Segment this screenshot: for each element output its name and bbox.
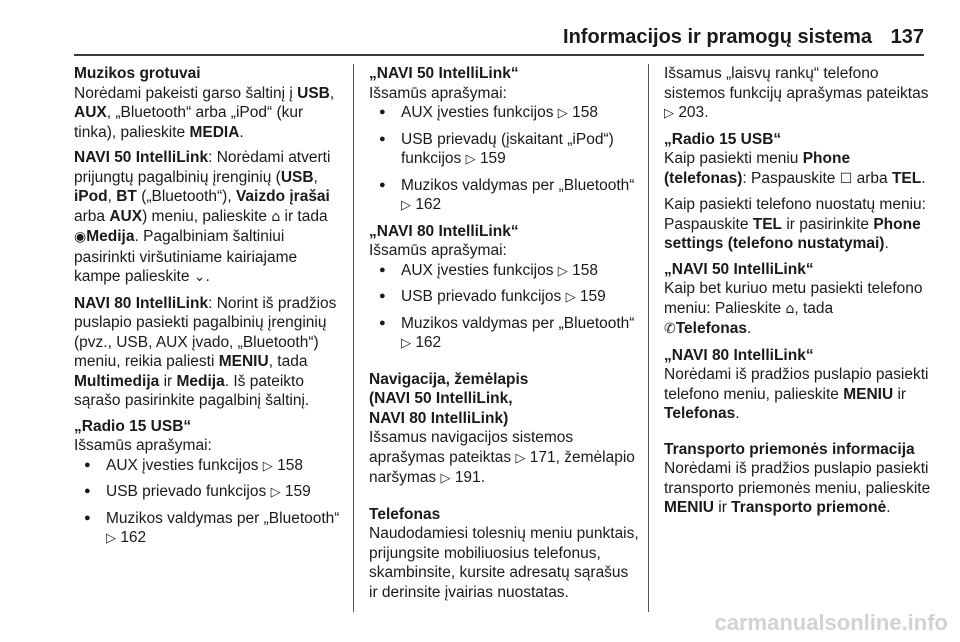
column-3 (664, 64, 934, 524)
page-reference-arrow-icon: ▷ (664, 106, 674, 121)
page-reference-arrow-icon: ▷ (401, 336, 411, 351)
list-item: ● USB prievado funkcijos ▷ 159 (74, 482, 346, 503)
reference-list (369, 261, 641, 354)
radio15-section: „Radio 15 USB“ Išsamūs aprašymai: ● AUX įvesties funkcijos ▷ 158 ● USB prievado funkcijos ▷ 159 ● Muzikos valdymas per „Bluetooth“ ▷ 162 (74, 417, 346, 549)
page-reference-arrow-icon: ▷ (106, 531, 116, 546)
section-heading: Muzikos grotuvai (74, 65, 201, 82)
page-reference-arrow-icon: ▷ (440, 471, 451, 486)
page-number: 137 (890, 26, 924, 48)
handsfree-paragraph: Išsamus „laisvų rankų“ telefono sistemos funkcijų aprašymas pateiktas ▷ 203. (664, 65, 929, 121)
watermark: carmanualsonline.info (714, 610, 948, 635)
list-item: ● AUX įvesties funkcijos ▷ 158 (74, 456, 346, 477)
column-divider-2 (648, 64, 649, 612)
page-reference-arrow-icon: ▷ (557, 263, 568, 279)
home-icon: ⌂ (271, 208, 281, 225)
column-divider-1 (353, 64, 354, 612)
navigation-section: Navigacija, žemėlapis (NAVI 50 IntelliLink, NAVI 80 IntelliLink) Išsamus navigacijos sistemos aprašymas pateiktas ▷ 171, žemėlapio naršymas ▷ 191. (369, 370, 635, 486)
page-reference-arrow-icon: ▷ (515, 450, 526, 466)
header-divider (74, 54, 924, 56)
phone-key-icon: ☐ (839, 170, 853, 187)
page-reference-arrow-icon: ▷ (270, 485, 281, 500)
list-item: ● AUX įvesties funkcijos ▷ 158 (369, 103, 641, 124)
page-reference-arrow-icon: ▷ (262, 458, 273, 474)
list-item: ● USB prievado funkcijos ▷ 159 (369, 287, 641, 308)
list-item: ● USB prievadų (įskaitant „iPod“) funkcijos ▷ 159 (369, 130, 641, 170)
radio15-phone-section: „Radio 15 USB“ Kaip pasiekti meniu Phone (telefonas): Paspauskite ☐ arba TEL. (664, 130, 926, 187)
vehicle-info-section: Transporto priemonės informacija Norėdami iš pradžios puslapio pasiekti transporto priemonės meniu, palieskite MENIU ir Transporto priemonė. (664, 440, 931, 516)
list-item: ● Muzikos valdymas per „Bluetooth“ ▷ 162 (369, 314, 641, 354)
page-header-title: Informacijos ir pramogų sistema (563, 26, 872, 48)
reference-list (74, 456, 346, 549)
column-2 (369, 64, 641, 608)
navi50-paragraph: NAVI 50 IntelliLink: Norėdami atverti prijungtų pagalbinių įrenginių (USB, iPod, BT („Bluetooth“), Vaizdo įrašai arba AUX) meniu, palieskite ⌂ ir tada ◉Medija. Pagalbiniam šaltiniui pasirinkti viršutiniame kairiajame kampe palieskite ⌄. (74, 149, 331, 285)
page-reference-arrow-icon: ▷ (557, 106, 568, 121)
list-item: ● Muzikos valdymas per „Bluetooth“ ▷ 162 (369, 176, 641, 216)
page-reference-arrow-icon: ▷ (401, 198, 411, 213)
navi50-phone-section: „NAVI 50 IntelliLink“ Kaip bet kuriuo metu pasiekti telefono meniu: Palieskite ⌂, tada ✆Telefonas. (664, 260, 923, 337)
navi80-paragraph: NAVI 80 IntelliLink: Norint iš pradžios puslapio pasiekti pagalbinių įrenginių (pvz., USB, AUX įvado, „Bluetooth“) meniu, reikia paliesti MENIU, tada Multimedija ir Medija. Iš pateikto sąrašo pasirinkite pagalbinį šaltinį. (74, 294, 337, 409)
list-item: ● Muzikos valdymas per „Bluetooth“ ▷ 162 (74, 509, 346, 549)
navi80-section: „NAVI 80 IntelliLink“ Išsamūs aprašymai: ● AUX įvesties funkcijos ▷ 158 ● USB prievado funkcijos ▷ 159 ● Muzikos valdymas per „Bluetooth“ ▷ 162 (369, 222, 641, 354)
page-reference-arrow-icon: ▷ (465, 152, 476, 167)
phone-section: Telefonas Naudodamiesi tolesnių meniu punktais, prijungsite mobiliuosius telefonus, skambinsite, kursite adresatų sąrašus ir derinsite įvairias nuostatas. (369, 505, 639, 601)
radio15-settings-paragraph: Kaip pasiekti telefono nuostatų meniu: Paspauskite TEL ir pasirinkite Phone settings (telefono nustatymai). (664, 196, 926, 252)
media-disc-icon: ◉ (74, 229, 87, 245)
music-players-section: Muzikos grotuvai Norėdami pakeisti garso šaltinį į USB, AUX, „Bluetooth“ arba „iPod“ (kur tinka), palieskite MEDIA. (74, 65, 335, 141)
home-icon: ⌂ (785, 300, 795, 317)
reference-list (369, 103, 641, 216)
chevron-down-icon: ⌄ (193, 269, 206, 285)
navi50-section: „NAVI 50 IntelliLink“ Išsamūs aprašymai: ● AUX įvesties funkcijos ▷ 158 ● USB prievadų (įskaitant „iPod“) funkcijos ▷ 159 ● Muzikos valdymas per „Bluetooth“ ▷ 162 (369, 64, 641, 216)
list-item: ● AUX įvesties funkcijos ▷ 158 (369, 261, 641, 282)
column-1 (74, 64, 346, 555)
phone-handset-icon: ✆ (664, 321, 676, 337)
page-reference-arrow-icon: ▷ (565, 290, 576, 305)
navi80-phone-section: „NAVI 80 IntelliLink“ Norėdami iš pradžios puslapio pasiekti telefono meniu, palieskite MENIU ir Telefonas. (664, 346, 929, 422)
